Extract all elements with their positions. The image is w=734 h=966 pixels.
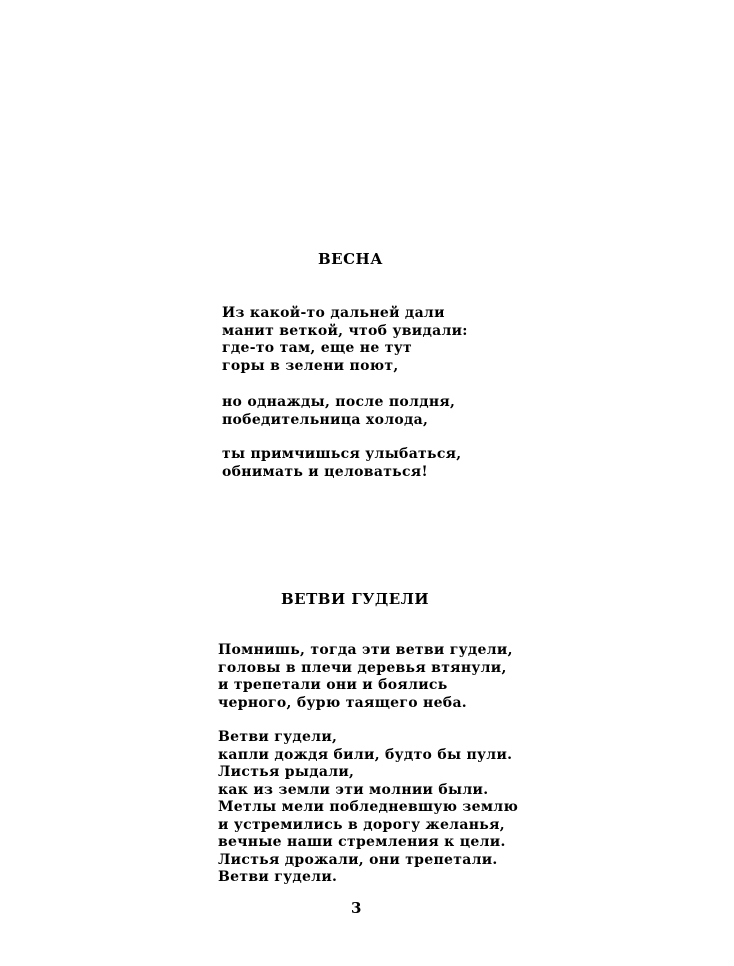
poem-line: Листья дрожали, они трепетали. <box>218 851 498 868</box>
poem-line: горы в зелени поют, <box>222 357 399 374</box>
stanza <box>218 729 518 887</box>
poem-line: но однажды, после полдня, <box>222 394 456 410</box>
poem-line: Метлы мели побледневшую землю <box>218 799 519 815</box>
poem-line: как из земли эти молнии были. <box>218 781 489 798</box>
poem-line: манит веткой, чтоб увидали: <box>222 322 468 339</box>
poem-line: капли дождя били, будто бы пули. <box>218 746 513 763</box>
poem-line: головы в плечи деревья втянули, <box>218 659 507 676</box>
poem-title-vetvi-gudeli: ВЕТВИ ГУДЕЛИ <box>281 590 430 608</box>
poem-line: Помнишь, тогда эти ветви гудели, <box>218 642 513 658</box>
poem-line: победительница холода, <box>222 411 429 428</box>
poem-line: ты примчишься улыбаться, <box>222 446 462 462</box>
poem-line: где-то там, еще не тут <box>222 340 412 356</box>
poem-line: и устремились в дорогу желанья, <box>218 816 505 833</box>
poem-line: Ветви гудели, <box>218 729 338 745</box>
stanza <box>222 446 461 481</box>
poem-line: обнимать и целоваться! <box>222 463 428 480</box>
stanza <box>222 305 468 375</box>
poem-line: и трепетали они и боялись <box>218 677 448 693</box>
poem-title-vesna: ВЕСНА <box>318 250 383 268</box>
poem-line: вечные наши стремления к цели. <box>218 834 506 850</box>
stanza <box>222 394 455 429</box>
stanza <box>218 642 513 712</box>
poem-line: Из какой-то дальней дали <box>222 305 445 321</box>
page-number: 3 <box>351 899 362 917</box>
poem-line: Листья рыдали, <box>218 764 355 780</box>
poem-line: Ветви гудели. <box>218 869 338 885</box>
poem-line: черного, бурю таящего неба. <box>218 694 467 711</box>
